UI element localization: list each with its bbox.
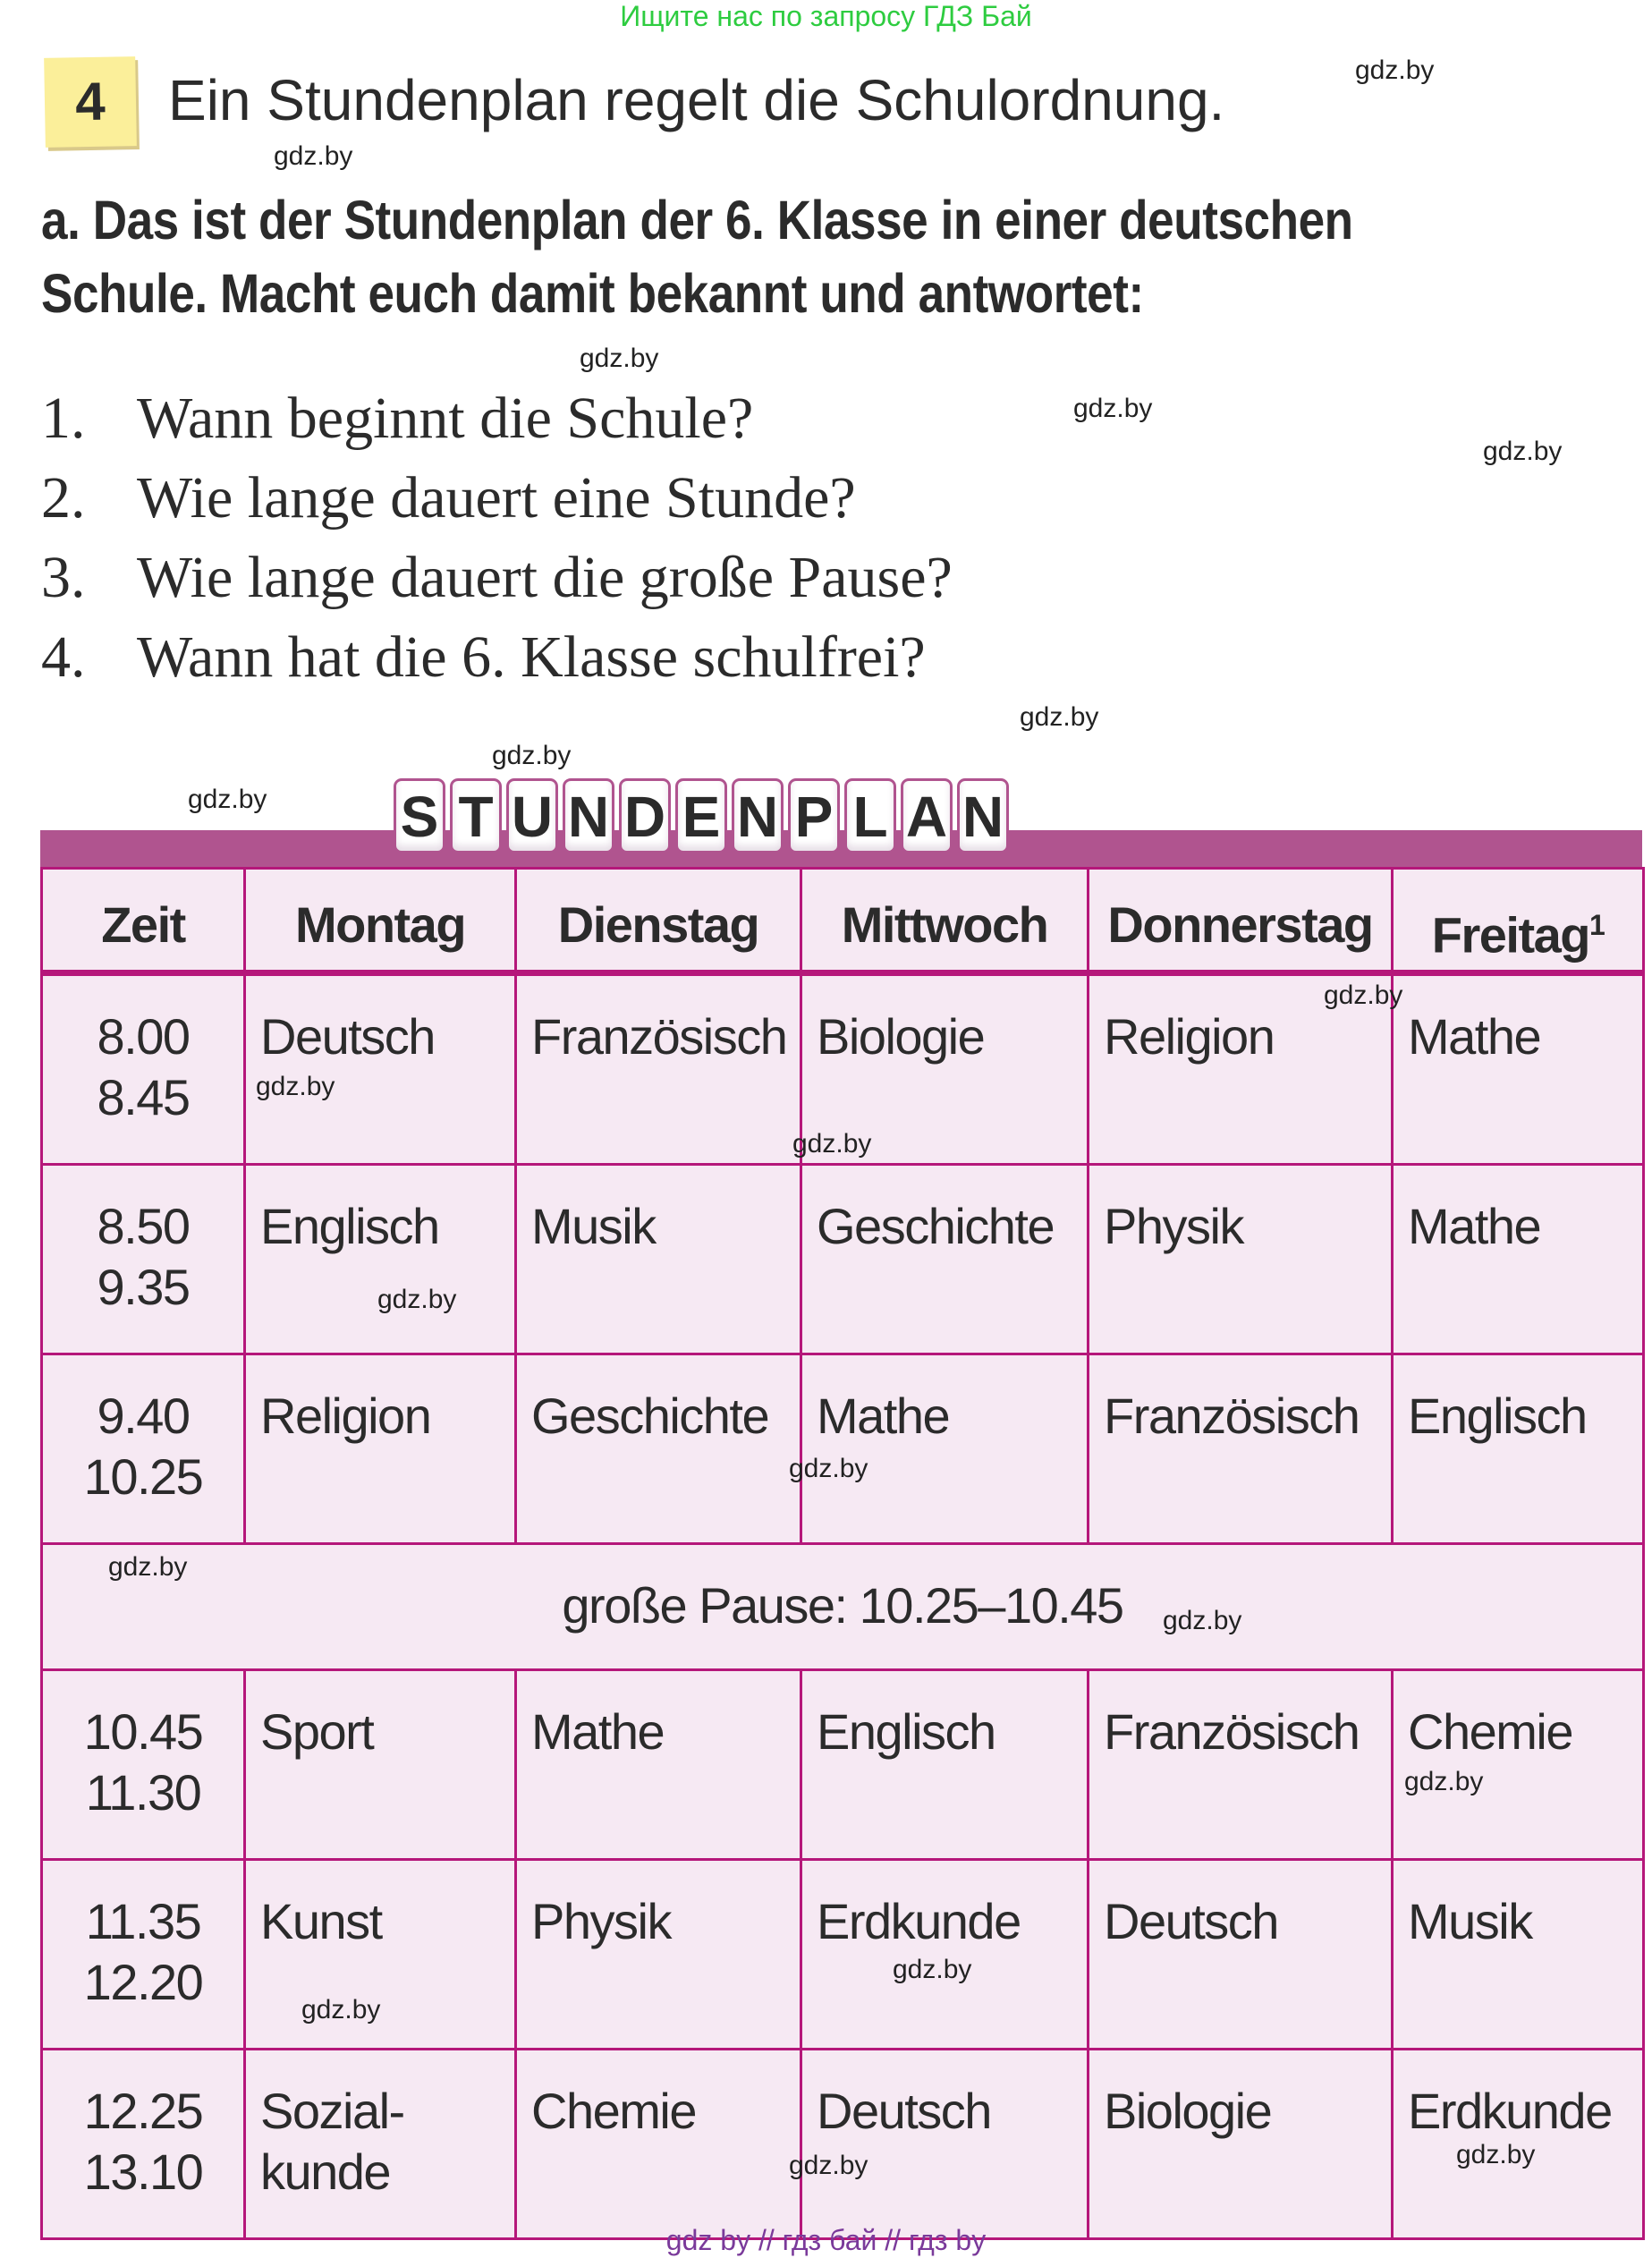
time-cell xyxy=(42,1165,245,1354)
title-letter-tile: A xyxy=(901,778,953,853)
subject-cell: Geschichte xyxy=(516,1354,801,1544)
table-row xyxy=(42,2050,1644,2239)
subject-cell: Chemie xyxy=(1393,1670,1644,1860)
watermark: gdz.by xyxy=(789,2151,868,2180)
watermark: gdz.by xyxy=(188,785,267,814)
watermark: gdz.by xyxy=(1483,437,1563,466)
subject-cell: Mathe xyxy=(1393,973,1644,1165)
title-letter-tile: N xyxy=(563,778,614,853)
watermark: gdz.by xyxy=(580,344,659,373)
title-letter-tile: P xyxy=(788,778,840,853)
header-donnerstag: Donnerstag xyxy=(1089,869,1393,973)
question-number: 1. xyxy=(41,386,86,451)
end-time: 12.20 xyxy=(83,1954,203,2010)
watermark: gdz.by xyxy=(1020,702,1099,732)
subject-cell: Geschichte xyxy=(801,1165,1089,1354)
table-row xyxy=(42,1165,1644,1354)
watermark: gdz.by xyxy=(1163,1606,1242,1635)
watermark: gdz.by xyxy=(1355,55,1435,85)
subject-cell: Physik xyxy=(516,1860,801,2050)
header-zeit: Zeit xyxy=(42,869,245,973)
subject-cell: Sozial- kunde xyxy=(245,2050,516,2239)
question-text: Wann hat die 6. Klasse schulfrei? xyxy=(137,624,926,690)
watermark: gdz.by xyxy=(1324,980,1403,1010)
subject-cell: Französisch xyxy=(1089,1670,1393,1860)
subject-cell: Deutsch xyxy=(801,2050,1089,2239)
header-freitag-label: Freitag xyxy=(1431,906,1589,963)
watermark: gdz.by xyxy=(893,1955,972,1984)
table-row xyxy=(42,1354,1644,1544)
footnote-marker: 1 xyxy=(1588,909,1605,941)
subject-cell: Physik xyxy=(1089,1165,1393,1354)
time-cell xyxy=(42,1354,245,1544)
subject-cell: Biologie xyxy=(801,973,1089,1165)
time-cell xyxy=(42,2050,245,2239)
watermark: gdz.by xyxy=(792,1129,872,1159)
title-letter-tile: D xyxy=(619,778,671,853)
time-cell xyxy=(42,1670,245,1860)
watermark: gdz.by xyxy=(377,1285,457,1314)
task-number-badge: 4 xyxy=(44,56,137,148)
subject-cell: Englisch xyxy=(1393,1354,1644,1544)
watermark: gdz.by xyxy=(1456,2140,1536,2169)
subject-cell: Musik xyxy=(516,1165,801,1354)
subject-cell: Englisch xyxy=(245,1165,516,1354)
end-time: 8.45 xyxy=(97,1069,190,1125)
title-letter-tile: E xyxy=(675,778,727,853)
title-letter-tile: S xyxy=(394,778,445,853)
end-time: 9.35 xyxy=(97,1259,190,1315)
instruction-line-1: a. Das ist der Stundenplan der 6. Klasse in einer deutschen xyxy=(41,190,1353,250)
question-text: Wie lange dauert die große Pause? xyxy=(137,545,953,610)
pause-row xyxy=(42,1544,1644,1670)
watermark: gdz.by xyxy=(256,1072,335,1101)
question-1 xyxy=(41,383,753,454)
question-number: 2. xyxy=(41,465,86,531)
subject-cell: Musik xyxy=(1393,1860,1644,2050)
watermark: gdz.by xyxy=(1404,1767,1484,1796)
subject-cell: Biologie xyxy=(1089,2050,1393,2239)
subject-cell: Religion xyxy=(245,1354,516,1544)
question-number: 3. xyxy=(41,545,86,610)
subject-cell: Mathe xyxy=(1393,1165,1644,1354)
top-banner: Ищите нас по запросу ГДЗ Бай xyxy=(620,0,1032,32)
subject-cell: Französisch xyxy=(516,973,801,1165)
question-4 xyxy=(41,622,926,693)
subject-cell: Französisch xyxy=(1089,1354,1393,1544)
start-time: 10.45 xyxy=(83,1703,203,1760)
instruction-line-2: Schule. Macht euch damit bekannt und antwortet: xyxy=(41,263,1144,324)
table-row xyxy=(42,1860,1644,2050)
subject-cell: Deutsch xyxy=(245,973,516,1165)
end-time: 10.25 xyxy=(83,1448,203,1505)
question-3 xyxy=(41,542,953,614)
task-title: Ein Stundenplan regelt die Schulordnung. xyxy=(168,68,1225,132)
header-freitag xyxy=(1393,869,1644,973)
question-text: Wann beginnt die Schule? xyxy=(137,386,754,451)
subject-cell: Mathe xyxy=(516,1670,801,1860)
start-time: 9.40 xyxy=(97,1388,190,1444)
start-time: 12.25 xyxy=(83,2083,203,2139)
table-row xyxy=(42,1670,1644,1860)
watermark: gdz.by xyxy=(492,741,572,770)
start-time: 11.35 xyxy=(85,1893,201,1949)
title-letter-tile: T xyxy=(450,778,502,853)
footer-links: gdz by // гдз бай // гдз by xyxy=(665,2224,987,2256)
title-letter-tile: L xyxy=(844,778,896,853)
subject-cell: Chemie xyxy=(516,2050,801,2239)
question-text: Wie lange dauert eine Stunde? xyxy=(137,465,856,531)
title-letter-tile: N xyxy=(732,778,784,853)
question-2 xyxy=(41,463,856,534)
pause-cell: große Pause: 10.25–10.45 xyxy=(42,1544,1644,1670)
subject-cell: Sport xyxy=(245,1670,516,1860)
question-number: 4. xyxy=(41,624,86,690)
subject-cell: Deutsch xyxy=(1089,1860,1393,2050)
watermark: gdz.by xyxy=(108,1552,188,1582)
start-time: 8.50 xyxy=(97,1198,190,1254)
header-mittwoch: Mittwoch xyxy=(801,869,1089,973)
watermark: gdz.by xyxy=(789,1454,868,1483)
title-letter-tile: U xyxy=(506,778,558,853)
end-time: 11.30 xyxy=(85,1764,201,1821)
header-montag: Montag xyxy=(245,869,516,973)
subject-cell: Erdkunde xyxy=(801,1860,1089,2050)
subject-cell: Religion xyxy=(1089,973,1393,1165)
watermark: gdz.by xyxy=(301,1995,381,2025)
plan-title xyxy=(394,778,1009,853)
subject-cell: Kunst xyxy=(245,1860,516,2050)
subject-cell: Erdkunde xyxy=(1393,2050,1644,2239)
header-row xyxy=(42,869,1644,973)
subject-cell: Englisch xyxy=(801,1670,1089,1860)
start-time: 8.00 xyxy=(97,1008,190,1065)
title-letter-tile: N xyxy=(957,778,1009,853)
subject-cell: Mathe xyxy=(801,1354,1089,1544)
end-time: 13.10 xyxy=(83,2143,203,2200)
time-cell xyxy=(42,1860,245,2050)
header-dienstag: Dienstag xyxy=(516,869,801,973)
watermark: gdz.by xyxy=(1073,394,1153,423)
time-cell xyxy=(42,973,245,1165)
watermark: gdz.by xyxy=(274,141,353,171)
